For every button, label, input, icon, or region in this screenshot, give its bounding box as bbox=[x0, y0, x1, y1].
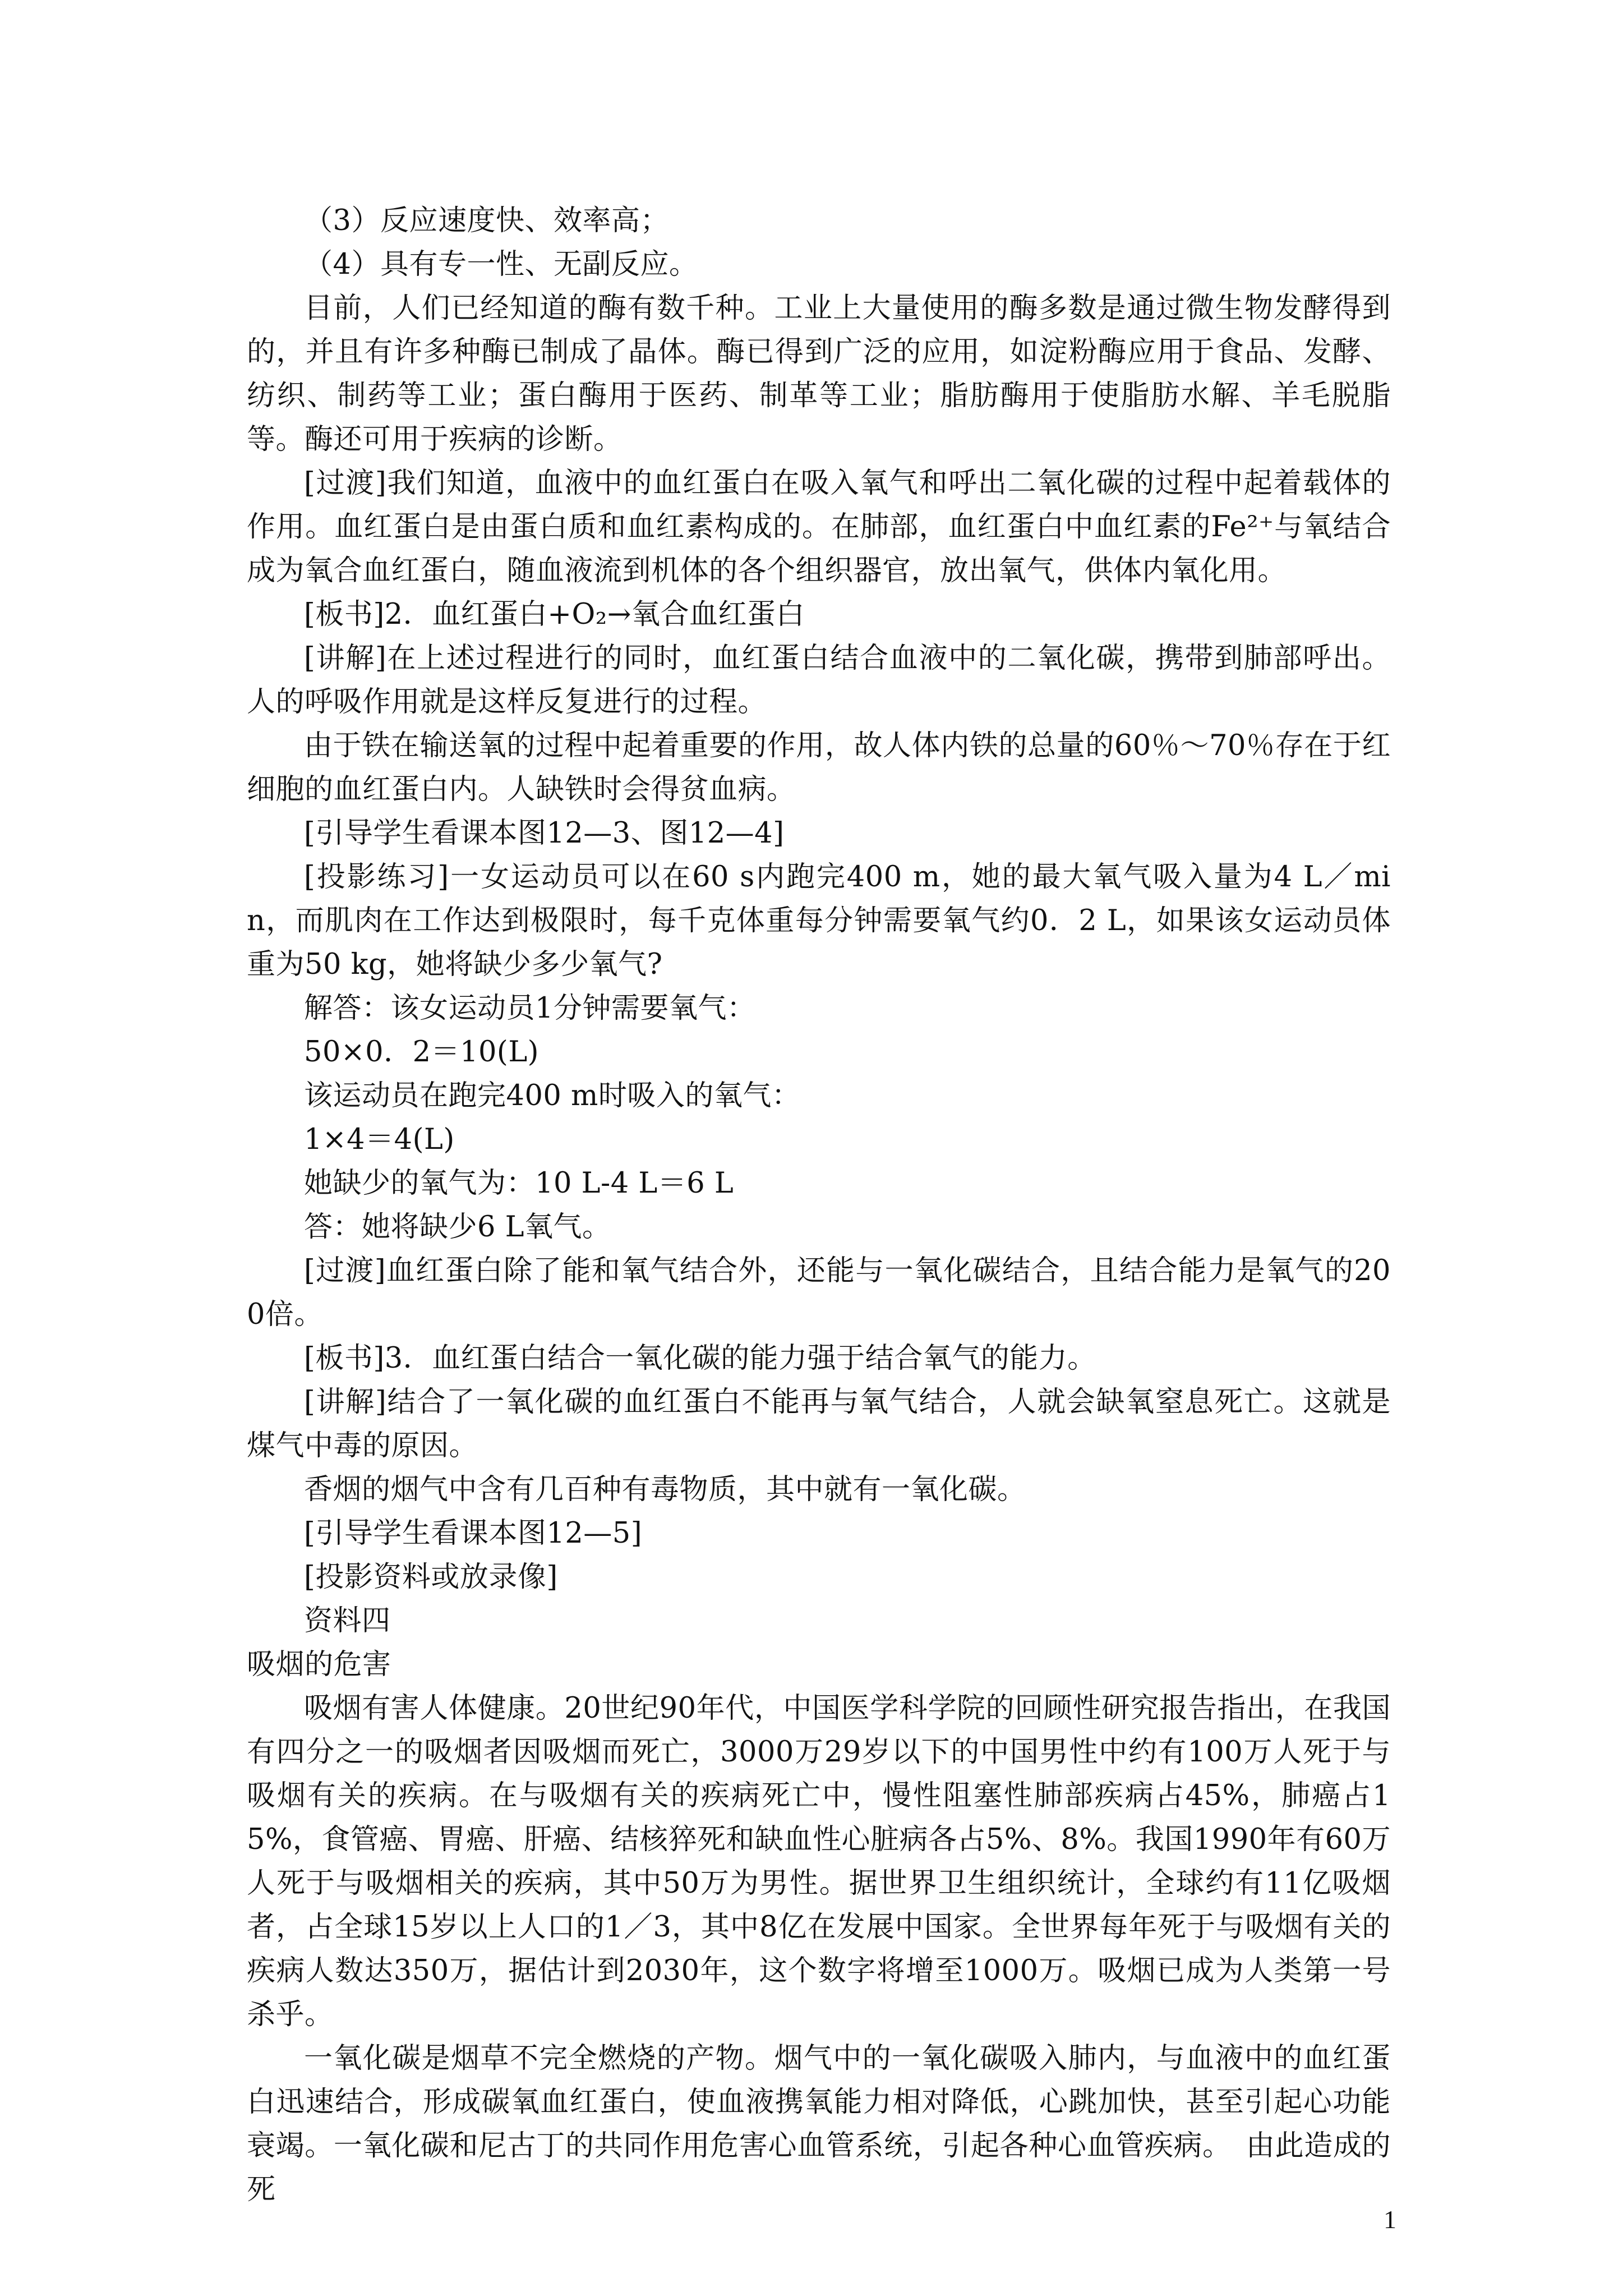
paragraph: 答：她将缺少6 L氧气。 bbox=[304, 1211, 611, 1244]
paragraph: 她缺少的氧气为：10 L-4 L＝6 L bbox=[304, 1167, 734, 1200]
document-body bbox=[247, 199, 1391, 2212]
paragraph: （3）反应速度快、效率高； bbox=[304, 204, 669, 237]
paragraph: [引导学生看课本图12—5] bbox=[304, 1517, 643, 1550]
paragraph: 由于铁在输送氧的过程中起着重要的作用，故人体内铁的总量的60％～70％存在于红细胞的血红蛋白内。人缺铁时会得贫血病。 bbox=[247, 729, 1391, 806]
paragraph: [过渡]我们知道，血液中的血红蛋白在吸入氧气和呼出二氧化碳的过程中起着载体的作用。血红蛋白是由蛋白质和血红素构成的。在肺部，血红蛋白中血红素的Fe²⁺与氧结合成为氧合血红蛋白，随血液流到机体的各个组织器官，放出氧气，供体内氧化用。 bbox=[247, 467, 1391, 587]
paragraph: [投影资料或放录像] bbox=[304, 1561, 558, 1594]
paragraph: 一氧化碳是烟草不完全燃烧的产物。烟气中的一氧化碳吸入肺内，与血液中的血红蛋白迅速结合，形成碳氧血红蛋白，使血液携氧能力相对降低，心跳加快，甚至引起心功能衰竭。一氧化碳和尼古丁的共同作用危害心血管系统，引起各种心血管疾病。 由此造成的死 bbox=[247, 2042, 1391, 2206]
paragraph: [板书]3．血红蛋白结合一氧化碳的能力强于结合氧气的能力。 bbox=[304, 1342, 1096, 1375]
paragraph: 1×4＝4(L) bbox=[304, 1123, 455, 1156]
paragraph: 解答：该女运动员1分钟需要氧气： bbox=[304, 992, 756, 1025]
paragraph: [过渡]血红蛋白除了能和氧气结合外，还能与一氧化碳结合，且结合能力是氧气的200倍。 bbox=[247, 1254, 1391, 1331]
paragraph: 吸烟的危害 bbox=[247, 1648, 391, 1681]
paragraph: 香烟的烟气中含有几百种有毒物质，其中就有一氧化碳。 bbox=[304, 1473, 1026, 1506]
paragraph: 该运动员在跑完400 m时吸入的氧气： bbox=[304, 1079, 801, 1112]
paragraph: 50×0．2＝10(L) bbox=[304, 1036, 540, 1069]
paragraph: 目前，人们已经知道的酶有数千种。工业上大量使用的酶多数是通过微生物发酵得到的，并且有许多种酶已制成了晶体。酶已得到广泛的应用，如淀粉酶应用于食品、发酵、纺织、制药等工业；蛋白酶用于医药、制革等工业；脂肪酶用于使脂肪水解、羊毛脱脂等。酶还可用于疾病的诊断。 bbox=[247, 292, 1391, 456]
paragraph: [板书]2．血红蛋白+O₂→氧合血红蛋白 bbox=[304, 598, 805, 631]
paragraph: [投影练习]一女运动员可以在60 s内跑完400 m，她的最大氧气吸入量为4 L／min，而肌肉在工作达到极限时，每千克体重每分钟需要氧气约0．2 L，如果该女运动员体重为50 kg，她将缺少多少氧气? bbox=[247, 861, 1391, 981]
paragraph: [讲解]在上述过程进行的同时，血红蛋白结合血液中的二氧化碳，携带到肺部呼出。人的呼吸作用就是这样反复进行的过程。 bbox=[247, 642, 1391, 719]
paragraph: （4）具有专一性、无副反应。 bbox=[304, 248, 698, 281]
paragraph: 吸烟有害人体健康。20世纪90年代，中国医学科学院的回顾性研究报告指出，在我国有四分之一的吸烟者因吸烟而死亡，3000万29岁以下的中国男性中约有100万人死于与吸烟有关的疾病。在与吸烟有关的疾病死亡中，慢性阻塞性肺部疾病占45%，肺癌占15%，食管癌、胃癌、肝癌、结核猝死和缺血性心脏病各占5%、8%。我国1990年有60万人死于与吸烟相关的疾病，其中50万为男性。据世界卫生组织统计，全球约有11亿吸烟者，占全球15岁以上人口的1／3，其中8亿在发展中国家。全世界每年死于与吸烟有关的疾病人数达350万，据估计到2030年，这个数字将增至1000万。吸烟已成为人类第一号杀乎。 bbox=[247, 1692, 1391, 2031]
paragraph: [引导学生看课本图12—3、图12—4] bbox=[304, 817, 785, 850]
paragraph: 资料四 bbox=[304, 1604, 391, 1637]
page-number: 1 bbox=[1384, 2205, 1396, 2234]
paragraph: [讲解]结合了一氧化碳的血红蛋白不能再与氧气结合，人就会缺氧窒息死亡。这就是煤气中毒的原因。 bbox=[247, 1386, 1391, 1462]
